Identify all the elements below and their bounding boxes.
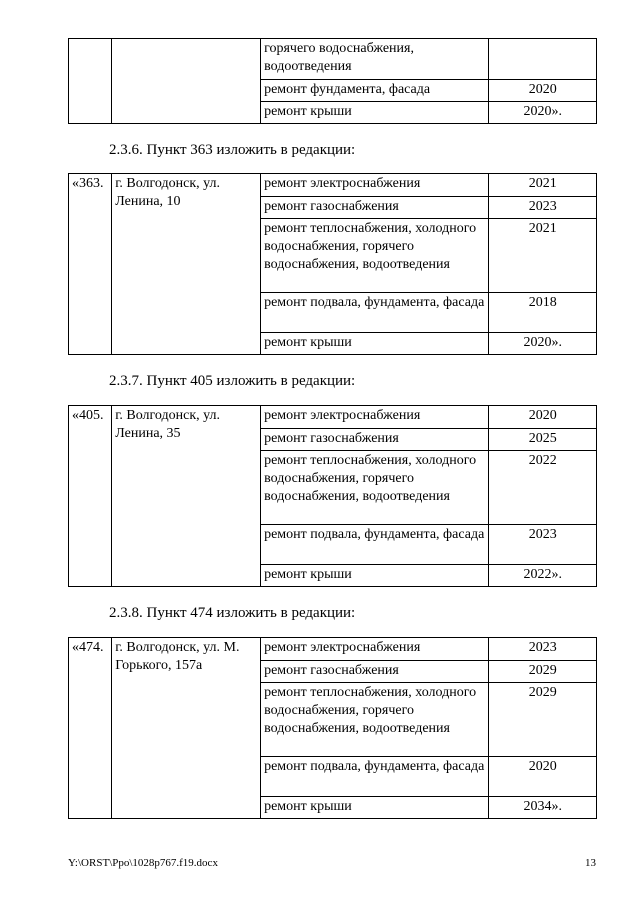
year-cell: 2029 (489, 661, 597, 683)
work-cell: ремонт теплоснабжения, холодного водоснабжения, горячего водоснабжения, водоотведения (261, 219, 489, 293)
year-cell: 2021 (489, 219, 597, 293)
section-table (68, 173, 597, 355)
item-address: г. Волгодонск, ул. Ленина, 10 (112, 174, 261, 355)
item-address: г. Волгодонск, ул. Ленина, 35 (112, 406, 261, 587)
year-cell: 2022 (489, 451, 597, 525)
work-cell: ремонт крыши (261, 102, 489, 124)
year-cell: 2023 (489, 525, 597, 565)
year-cell: 2020». (489, 333, 597, 355)
year-cell: 2018 (489, 293, 597, 333)
section-table (68, 637, 597, 819)
year-cell: 2020 (489, 80, 597, 102)
section-heading: 2.3.8. Пункт 474 изложить в редакции: (109, 605, 356, 621)
item-number: «363. (69, 174, 112, 355)
work-cell: ремонт крыши (261, 333, 489, 355)
work-cell: ремонт электроснабжения (261, 406, 489, 429)
work-cell: ремонт подвала, фундамента, фасада (261, 525, 489, 565)
year-cell (489, 39, 597, 80)
page-number: 13 (585, 857, 596, 869)
item-number: «405. (69, 406, 112, 587)
work-cell: ремонт подвала, фундамента, фасада (261, 293, 489, 333)
year-cell: 2020». (489, 102, 597, 124)
year-cell: 2034». (489, 797, 597, 819)
year-cell: 2023 (489, 638, 597, 661)
work-cell: ремонт крыши (261, 797, 489, 819)
work-cell: ремонт теплоснабжения, холодного водоснабжения, горячего водоснабжения, водоотведения (261, 451, 489, 525)
section-heading: 2.3.7. Пункт 405 изложить в редакции: (109, 373, 356, 389)
year-cell: 2021 (489, 174, 597, 197)
year-cell: 2022». (489, 565, 597, 587)
address-cell (112, 39, 261, 124)
year-cell: 2020 (489, 406, 597, 429)
work-cell: ремонт электроснабжения (261, 638, 489, 661)
work-cell: ремонт крыши (261, 565, 489, 587)
item-number: «474. (69, 638, 112, 819)
continuation-table (68, 38, 597, 124)
year-cell: 2023 (489, 197, 597, 219)
year-cell: 2025 (489, 429, 597, 451)
work-cell: ремонт фундамента, фасада (261, 80, 489, 102)
work-cell: ремонт подвала, фундамента, фасада (261, 757, 489, 797)
work-cell: ремонт газоснабжения (261, 661, 489, 683)
work-cell: горячего водоснабжения, водоотведения (261, 39, 489, 80)
section-table (68, 405, 597, 587)
footer-file-path: Y:\ORST\Ppo\1028p767.f19.docx (68, 857, 218, 869)
work-cell: ремонт электроснабжения (261, 174, 489, 197)
year-cell: 2029 (489, 683, 597, 757)
work-cell: ремонт газоснабжения (261, 197, 489, 219)
number-cell (69, 39, 112, 124)
section-heading: 2.3.6. Пункт 363 изложить в редакции: (109, 142, 356, 158)
work-cell: ремонт теплоснабжения, холодного водоснабжения, горячего водоснабжения, водоотведения (261, 683, 489, 757)
year-cell: 2020 (489, 757, 597, 797)
item-address: г. Волгодонск, ул. М. Горького, 157а (112, 638, 261, 819)
work-cell: ремонт газоснабжения (261, 429, 489, 451)
